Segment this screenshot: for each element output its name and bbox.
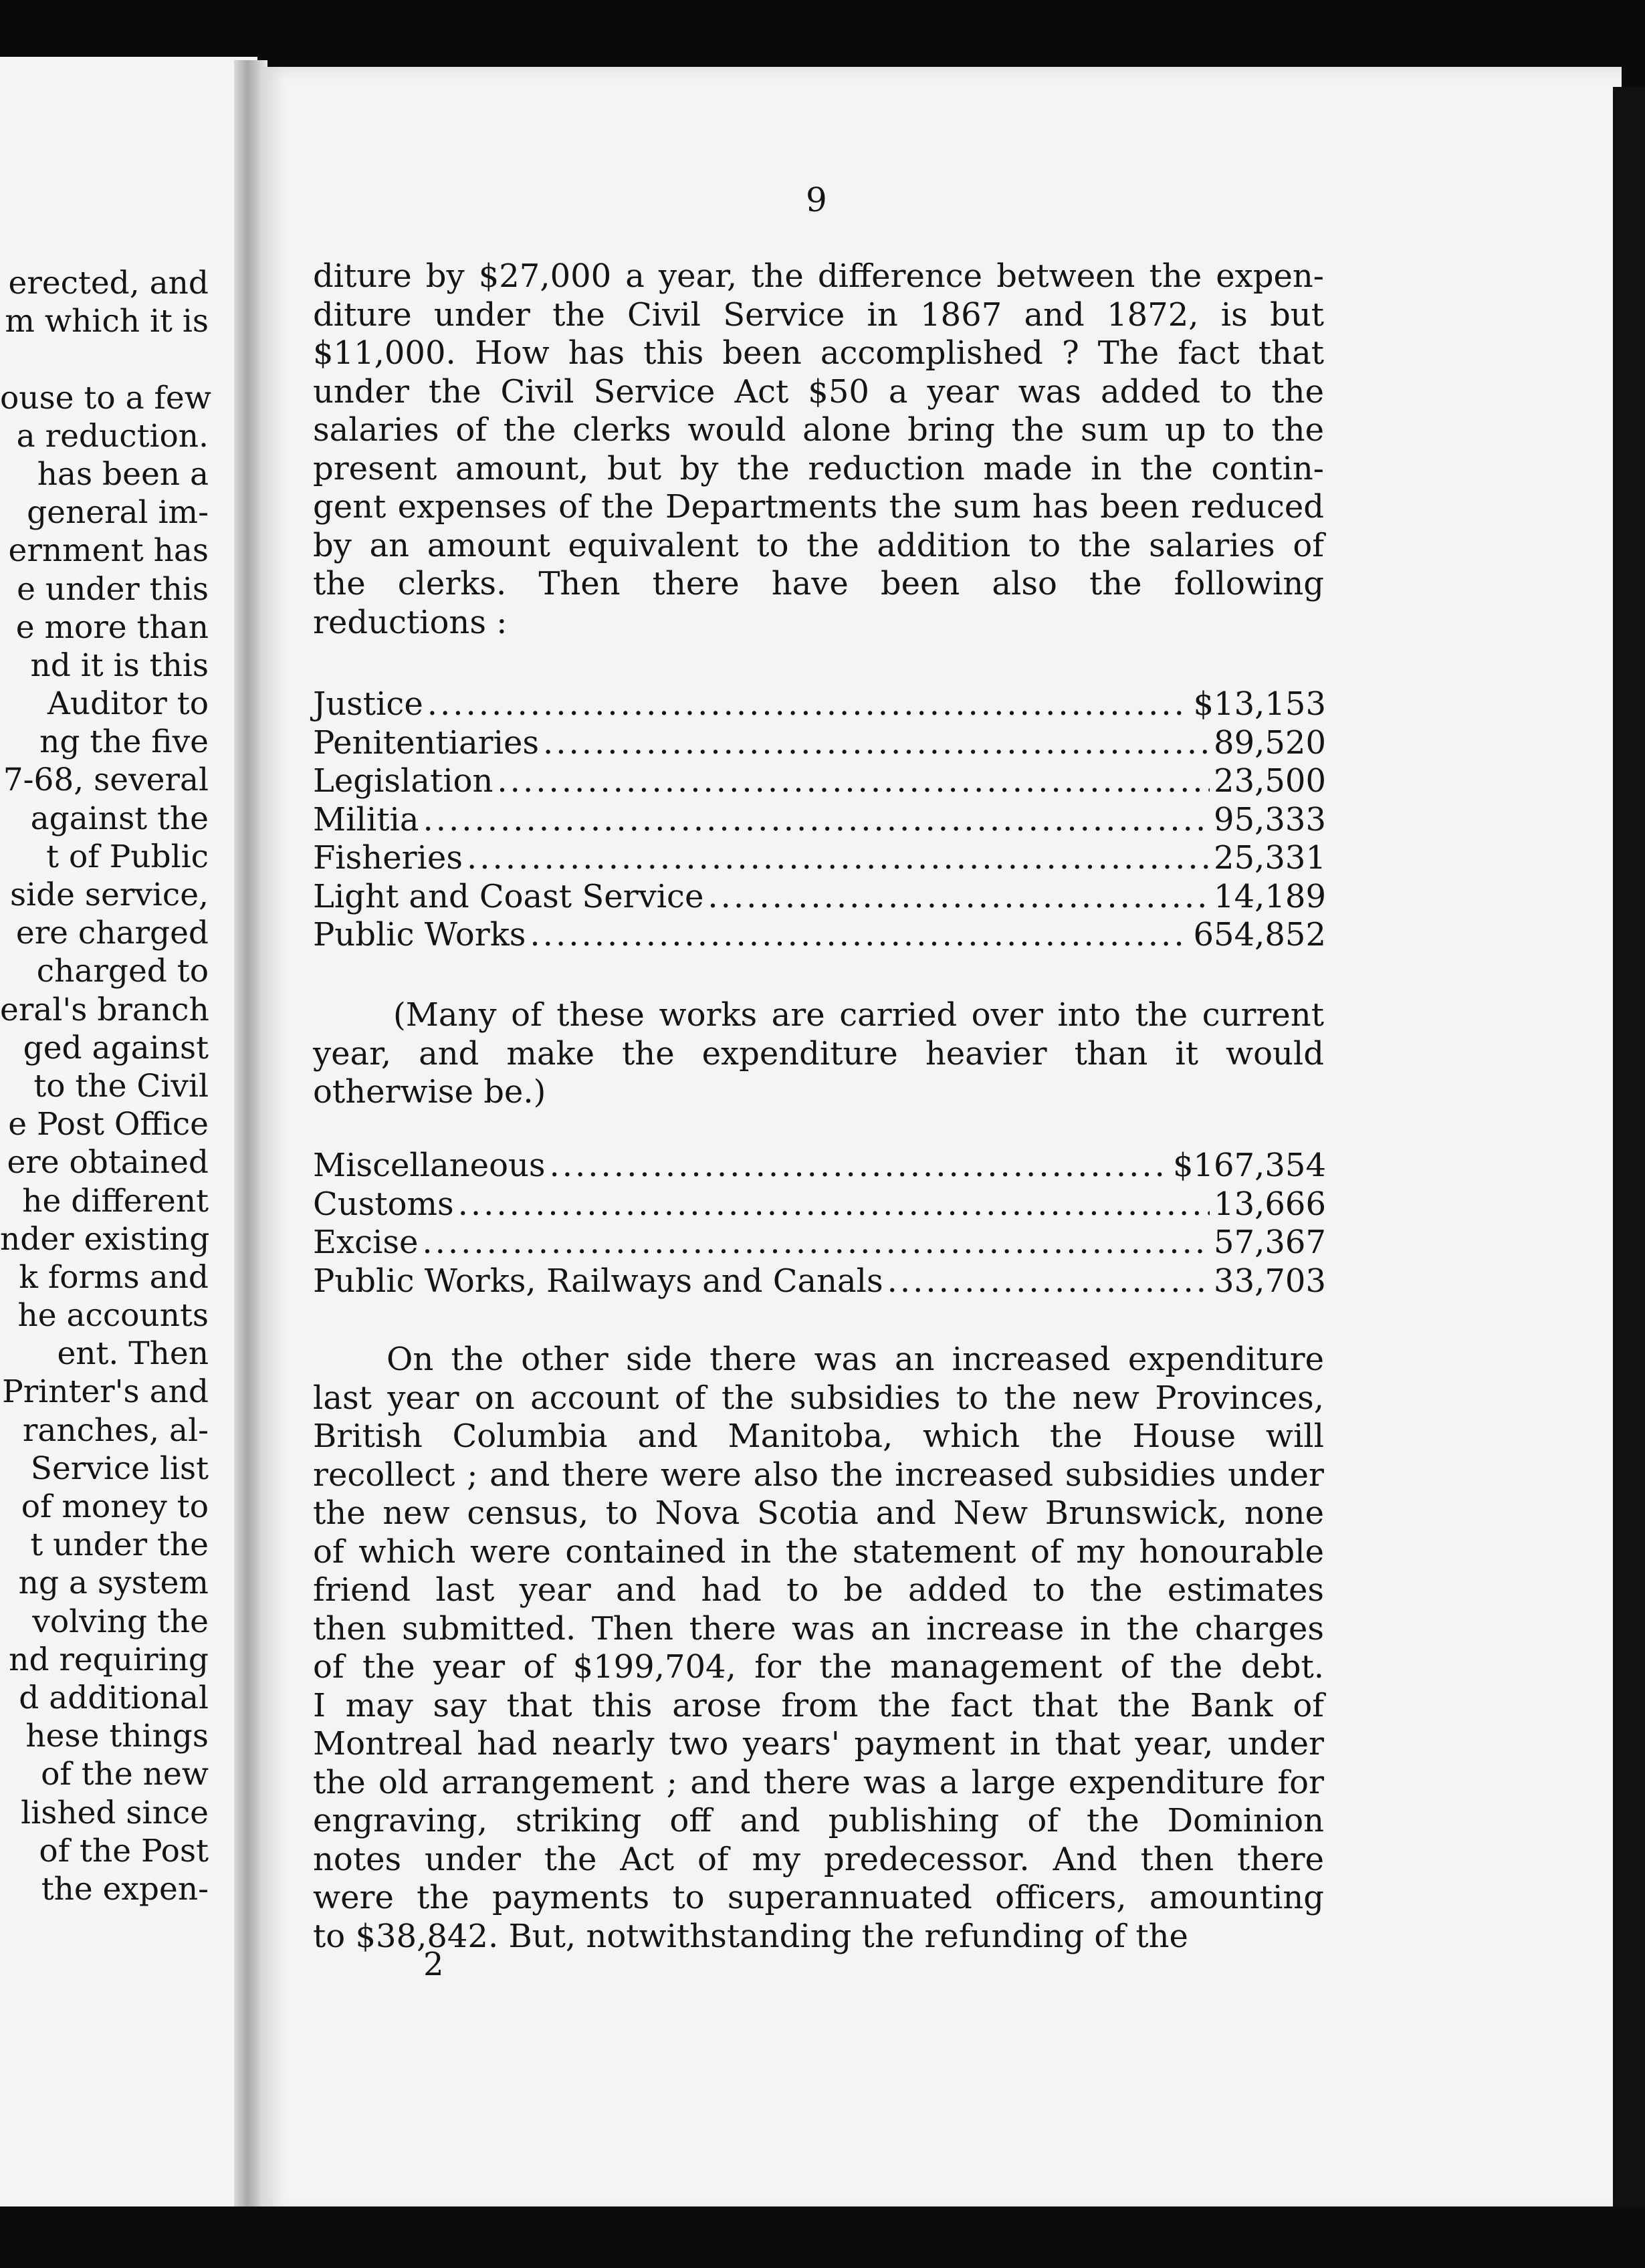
left-text-line: charged to bbox=[36, 953, 209, 990]
row-label: Light and Coast Service bbox=[313, 877, 704, 915]
text-line: the clerks. Then there have been also the following bbox=[313, 565, 1324, 602]
row-label: Public Works bbox=[313, 916, 526, 953]
left-text-line: Service list bbox=[30, 1450, 209, 1487]
text-line: year, and make the expenditure heavier than it would bbox=[313, 1034, 1324, 1072]
left-text-line: Printer's and bbox=[2, 1373, 209, 1411]
dot-leader bbox=[458, 1185, 1210, 1224]
text-line: under the Civil Service Act $50 a year was added to the bbox=[313, 372, 1324, 411]
left-text-line: to the Civil bbox=[33, 1067, 209, 1105]
row-amount: 33,703 bbox=[1214, 1262, 1326, 1300]
row-amount: 23,500 bbox=[1214, 762, 1326, 800]
dot-leader bbox=[497, 762, 1210, 801]
left-text-line: he different bbox=[22, 1182, 209, 1220]
left-text-line: ng a system bbox=[18, 1565, 209, 1602]
table-row bbox=[313, 916, 1326, 955]
page-edge-shadow bbox=[1613, 87, 1645, 2213]
reductions-table-2 bbox=[313, 1147, 1326, 1300]
row-label: Public Works, Railways and Canals bbox=[313, 1262, 883, 1300]
text-line: friend last year and had to be added to the estimates bbox=[313, 1571, 1324, 1609]
text-line: last year on account of the subsidies to the new Provinces, bbox=[313, 1379, 1324, 1417]
left-text-line: ernment has bbox=[8, 532, 209, 570]
left-text-line: volving the bbox=[32, 1603, 209, 1640]
row-label: Fisheries bbox=[313, 839, 463, 877]
text-line: On the other side there was an increased expenditure bbox=[387, 1341, 1324, 1378]
table-row bbox=[313, 762, 1326, 801]
left-text-line bbox=[0, 340, 209, 378]
left-text-line: of the new bbox=[41, 1756, 209, 1793]
row-label: Justice bbox=[313, 685, 423, 723]
left-text-line: m which it is bbox=[5, 303, 209, 340]
dot-leader bbox=[423, 801, 1210, 840]
table-row bbox=[313, 1147, 1326, 1185]
text-line: the new census, to Nova Scotia and New Brunswick, none bbox=[313, 1494, 1324, 1532]
left-text-line: eral's branch bbox=[0, 991, 209, 1028]
left-text-line: ent. Then bbox=[57, 1335, 209, 1373]
left-text-line: has been a bbox=[37, 455, 209, 493]
left-text-line: Auditor to bbox=[47, 685, 209, 723]
row-amount: 13,666 bbox=[1214, 1185, 1326, 1223]
table-row bbox=[313, 878, 1326, 917]
left-text-line: t of Public bbox=[46, 838, 209, 875]
left-text-line: ranches, al- bbox=[22, 1411, 209, 1449]
text-line: notes under the Act of my predecessor. And then there bbox=[313, 1840, 1324, 1878]
text-line: diture by $27,000 a year, the difference between the expen- bbox=[313, 257, 1324, 295]
row-amount: 654,852 bbox=[1193, 916, 1326, 953]
text-line: then submitted. Then there was an increase in the charges bbox=[313, 1609, 1324, 1648]
text-line: Montreal had nearly two years' payment in that year, under bbox=[313, 1725, 1324, 1763]
left-text-line: lished since bbox=[21, 1794, 209, 1831]
text-line: otherwise be.) bbox=[313, 1073, 546, 1111]
table-row bbox=[313, 801, 1326, 840]
table-row bbox=[313, 685, 1326, 724]
text-line: of which were contained in the statement of my honourable bbox=[313, 1533, 1324, 1571]
left-text-line: ged against bbox=[23, 1029, 209, 1066]
text-line: I may say that this arose from the fact that the Bank of bbox=[313, 1686, 1324, 1724]
text-line: present amount, but by the reduction made in the contin- bbox=[313, 449, 1324, 487]
left-text-line: ouse to a few bbox=[0, 379, 211, 417]
row-amount: 95,333 bbox=[1214, 800, 1326, 838]
left-text-line: nder existing bbox=[0, 1220, 210, 1258]
left-text-line: erected, and bbox=[8, 265, 209, 302]
row-amount: 89,520 bbox=[1214, 723, 1326, 762]
left-text-line: he accounts bbox=[17, 1297, 209, 1335]
row-label: Legislation bbox=[313, 762, 494, 800]
left-text-line: a reduction. bbox=[16, 417, 209, 455]
left-text-line: side service, bbox=[9, 877, 209, 913]
text-line: British Columbia and Manitoba, which the House will bbox=[313, 1418, 1324, 1455]
dot-leader bbox=[467, 839, 1210, 878]
paragraph-note bbox=[313, 996, 1324, 1112]
paragraph-intro bbox=[313, 257, 1324, 642]
left-text-line: the expen- bbox=[41, 1870, 209, 1908]
dot-leader bbox=[427, 685, 1190, 724]
table-row bbox=[313, 839, 1326, 878]
page-number: 9 bbox=[806, 181, 827, 219]
left-text-line: ere charged bbox=[15, 915, 209, 952]
text-line: salaries of the clerks would alone bring the sum up to the bbox=[313, 411, 1324, 449]
left-text-line: e under this bbox=[17, 570, 209, 608]
dot-leader bbox=[707, 878, 1210, 917]
left-text-line: 7-68, several bbox=[3, 762, 209, 799]
text-line: (Many of these works are carried over into the current bbox=[393, 996, 1324, 1034]
reductions-table bbox=[313, 685, 1326, 955]
text-line: reductions : bbox=[313, 603, 508, 641]
text-line: were the payments to superannuated officers, amounting bbox=[313, 1879, 1324, 1916]
left-text-line: t under the bbox=[30, 1526, 209, 1564]
row-label: Excise bbox=[313, 1224, 419, 1261]
dot-leader bbox=[887, 1262, 1210, 1301]
text-line: $11,000. How has this been accomplished ? The fact that bbox=[313, 334, 1324, 372]
signature-mark: 2 bbox=[423, 1946, 444, 1983]
text-line: the old arrangement ; and there was a large expenditure for bbox=[313, 1763, 1324, 1801]
left-text-line: nd requiring bbox=[9, 1641, 209, 1678]
text-line: gent expenses of the Departments the sum has been reduced bbox=[313, 488, 1324, 526]
left-text-line: general im- bbox=[27, 494, 209, 532]
table-row bbox=[313, 1262, 1326, 1301]
scan-border bbox=[0, 2206, 1645, 2268]
text-line: diture under the Civil Service in 1867 and 1872, is but bbox=[313, 296, 1324, 334]
left-text-line: nd it is this bbox=[30, 647, 209, 684]
left-page-text bbox=[0, 264, 209, 1908]
text-line: to $38,842. But, notwithstanding the refunding of the bbox=[313, 1917, 1188, 1955]
row-amount: $167,354 bbox=[1172, 1147, 1326, 1184]
row-label: Customs bbox=[313, 1185, 454, 1223]
left-text-line: ere obtained bbox=[7, 1144, 209, 1181]
text-line: engraving, striking off and publishing of the Dominion bbox=[313, 1802, 1324, 1839]
left-text-line: against the bbox=[30, 800, 209, 837]
table-row bbox=[313, 724, 1326, 763]
text-line: of the year of $199,704, for the management of the debt. bbox=[313, 1648, 1324, 1686]
text-line: recollect ; and there were also the increased subsidies under bbox=[313, 1456, 1324, 1494]
left-text-line: e Post Office bbox=[8, 1106, 209, 1143]
left-text-line: d additional bbox=[19, 1679, 209, 1716]
left-text-line: of money to bbox=[21, 1488, 209, 1525]
dot-leader bbox=[543, 724, 1210, 763]
row-label: Penitentiaries bbox=[313, 723, 540, 762]
row-amount: 57,367 bbox=[1214, 1224, 1326, 1261]
paragraph-subsidies bbox=[313, 1341, 1324, 1956]
dot-leader bbox=[530, 916, 1189, 955]
row-label: Miscellaneous bbox=[313, 1147, 546, 1184]
left-text-line: hese things bbox=[25, 1718, 209, 1755]
row-amount: $13,153 bbox=[1193, 685, 1326, 723]
dot-leader bbox=[422, 1224, 1210, 1262]
dot-leader bbox=[550, 1147, 1169, 1185]
text-line: by an amount equivalent to the addition to the salaries of bbox=[313, 526, 1324, 564]
left-text-line: k forms and bbox=[19, 1258, 209, 1296]
left-text-line: ng the five bbox=[39, 723, 209, 761]
left-text-line: e more than bbox=[15, 608, 209, 646]
row-label: Militia bbox=[313, 800, 419, 838]
table-row bbox=[313, 1224, 1326, 1262]
left-text-line: of the Post bbox=[39, 1832, 209, 1869]
table-row bbox=[313, 1185, 1326, 1224]
row-amount: 14,189 bbox=[1214, 877, 1326, 915]
row-amount: 25,331 bbox=[1214, 839, 1326, 877]
